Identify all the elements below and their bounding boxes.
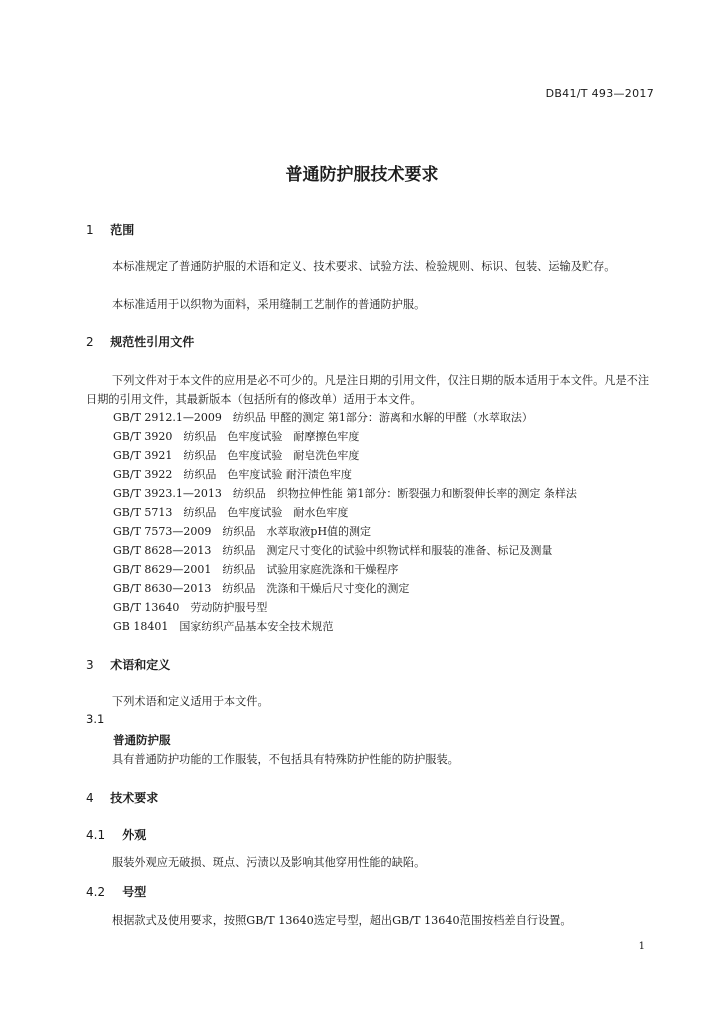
scope-paragraph-1: 本标准规定了普通防护服的术语和定义、技术要求、试验方法、检验规则、标识、包装、运输及贮存。 [112,260,616,273]
reference-item: GB/T 5713 纺织品 色牢度试验 耐水色牢度 [113,506,349,519]
scope-paragraph-2: 本标准适用于以织物为面料，采用缝制工艺制作的普通防护服。 [112,298,426,311]
section-4-2-heading [86,883,146,900]
document-title: 普通防护服技术要求 [285,165,439,185]
reference-item: GB/T 8629—2001 纺织品 试验用家庭洗涤和干燥程序 [113,563,399,576]
section-number: 4.2 [86,885,106,899]
term-name: 普通防护服 [113,733,171,747]
section-title: 技术要求 [110,791,159,805]
document-code: DB41/T 493—2017 [545,87,654,100]
appearance-paragraph: 服装外观应无破损、斑点、污渍以及影响其他穿用性能的缺陷。 [112,856,426,869]
section-title: 术语和定义 [110,658,171,672]
term-number: 3.1 [86,712,105,726]
reference-item: GB/T 2912.1—2009 纺织品 甲醛的测定 第1部分：游离和水解的甲醛（水萃取法） [113,411,533,424]
section-title: 规范性引用文件 [110,335,195,349]
reference-item: GB 18401 国家纺织产品基本安全技术规范 [113,620,334,633]
section-number: 2 [86,335,94,349]
section-number: 4.1 [86,828,106,842]
reference-item: GB/T 3921 纺织品 色牢度试验 耐皂洗色牢度 [113,449,360,462]
section-title: 号型 [122,885,147,899]
section-4-1-heading [86,826,146,843]
reference-item: GB/T 7573—2009 纺织品 水萃取液pH值的测定 [113,525,372,538]
section-title: 外观 [122,828,147,842]
reference-item: GB/T 3922 纺织品 色牢度试验 耐汗渍色牢度 [113,468,352,481]
section-number: 4 [86,791,94,805]
term-definition: 具有普通防护功能的工作服装，不包括具有特殊防护性能的防护服装。 [112,753,459,766]
section-2-heading [86,333,194,350]
reference-item: GB/T 8628—2013 纺织品 测定尺寸变化的试验中织物试样和服装的准备、标记及测量 [113,544,553,557]
reference-item: GB/T 3920 纺织品 色牢度试验 耐摩擦色牢度 [113,430,360,443]
section-4-heading [86,789,158,806]
reference-item: GB/T 8630—2013 纺织品 洗涤和干燥后尺寸变化的测定 [113,582,410,595]
reference-item: GB/T 13640 劳动防护服号型 [113,601,268,614]
section-number: 3 [86,658,94,672]
reference-item: GB/T 3923.1—2013 纺织品 织物拉伸性能 第1部分：断裂强力和断裂伸长率的测定 条样法 [113,487,577,500]
section-1-heading [86,221,134,238]
page-number: 1 [638,941,645,952]
terms-intro: 下列术语和定义适用于本文件。 [112,695,269,708]
section-title: 范围 [110,223,135,237]
references-intro: 下列文件对于本文件的应用是必不可少的。凡是注日期的引用文件，仅注日期的版本适用于本文件。凡是不注日期的引用文件，其最新版本（包括所有的修改单）适用于本文件。 [86,374,650,406]
section-number: 1 [86,223,94,237]
size-paragraph: 根据款式及使用要求，按照GB/T 13640选定号型，超出GB/T 13640范围按档差自行设置。 [112,914,572,927]
section-3-heading [86,656,170,673]
